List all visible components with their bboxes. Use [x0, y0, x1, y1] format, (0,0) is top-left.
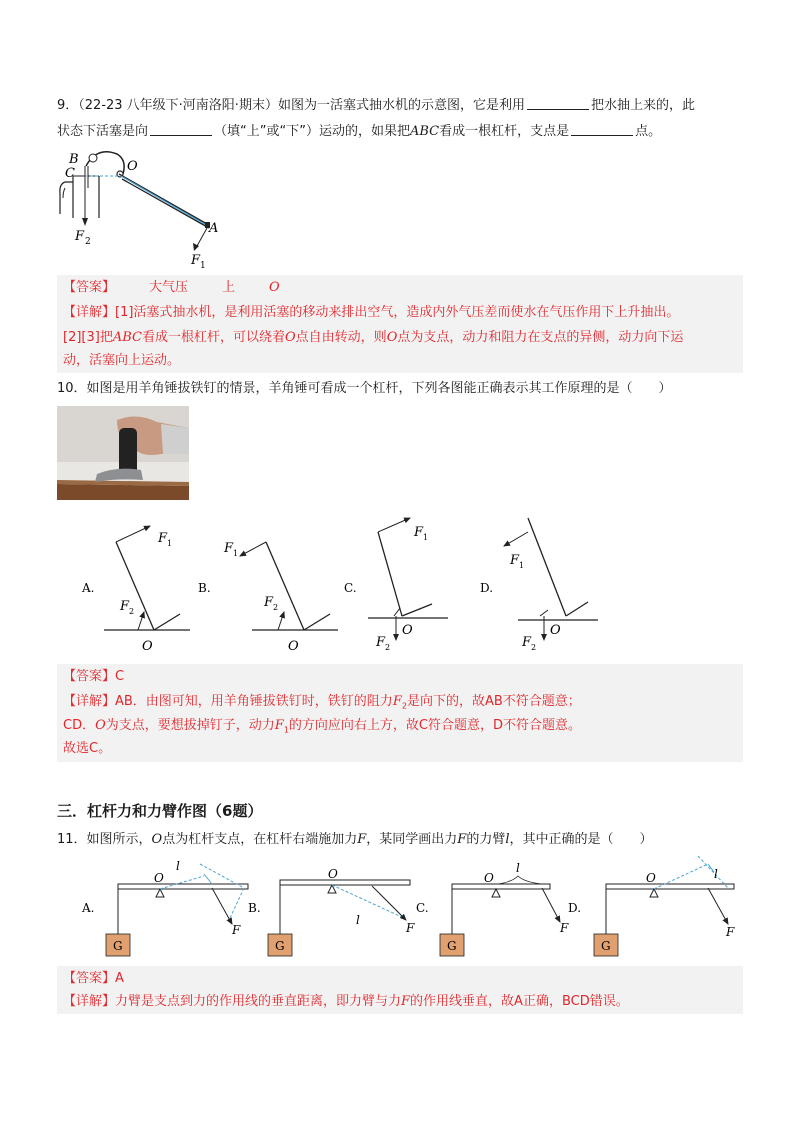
svg-text:l: l [176, 859, 180, 873]
svg-text:2: 2 [531, 643, 537, 652]
svg-text:F: F [510, 553, 520, 568]
svg-text:2: 2 [273, 603, 279, 612]
svg-text:O: O [142, 639, 153, 654]
q10-option-b[interactable] [198, 541, 338, 654]
q9-label-a: A [209, 221, 219, 236]
svg-text:D.: D. [568, 901, 582, 915]
svg-text:F: F [120, 599, 130, 614]
svg-text:G: G [113, 939, 123, 953]
svg-text:F: F [414, 525, 424, 540]
svg-text:G: G [601, 939, 611, 953]
svg-text:C.: C. [416, 901, 429, 915]
q11-answer-box [57, 966, 743, 1014]
svg-text:F: F [232, 923, 241, 937]
q10-detail-line3: 故选C。 [63, 741, 112, 756]
q9-stem-text: 状态下活塞是向 [57, 124, 149, 139]
q9-detail-line3: 动，活塞向上运动。 [63, 353, 181, 368]
q11-stem: 11．如图所示，O点为杠杆支点，在杠杆右端施加力F，某同学画出力F的力臂l，其中正确的是（ ） [57, 832, 653, 847]
svg-text:O: O [402, 623, 413, 638]
svg-text:F: F [376, 635, 386, 650]
q9-stem-text: 把水抽上来的，此 [590, 98, 695, 113]
svg-text:F: F [560, 921, 569, 935]
q10-hammer-photo [57, 406, 189, 500]
svg-text:A.: A. [82, 901, 95, 915]
q10-stem: 10．如图是用羊角锤拔铁钉的情景，羊角锤可看成一个杠杆，下列各图能正确表示其工作原理的是（ ） [57, 381, 672, 396]
q9-stem-line1 [57, 96, 695, 116]
svg-text:A.: A. [82, 581, 95, 595]
q10-options-diagram [72, 512, 752, 662]
svg-text:F: F [522, 635, 532, 650]
svg-text:O: O [484, 871, 494, 885]
q9-label-o: O [127, 159, 138, 174]
q11-option-b[interactable] [248, 867, 415, 956]
q10-answer: 【答案】C [63, 669, 125, 684]
q9-answer-3: O [269, 280, 280, 295]
q11-detail: 【详解】力臂是支点到力的作用线的垂直距离，即力臂与力F的作用线垂直，故A正确，BCD错误。 [63, 994, 629, 1009]
q9-stem-text: 9．（22-23 八年级下·河南洛阳·期末）如图为一活塞式抽水机的示意图，它是利用 [57, 98, 525, 113]
q9-detail-line1: 【详解】[1]活塞式抽水机，是利用活塞的移动来排出空气，造成内外气压差而使水在气压作用下上升抽出。 [63, 305, 680, 320]
q10-detail-line1: 【详解】AB．由图可知，用羊角锤拔铁钉时，铁钉的阻力$F_2$是向下的，故AB不符合题意； [63, 694, 581, 711]
svg-text:1: 1 [519, 561, 525, 570]
q9-answer-box [57, 275, 743, 373]
svg-text:F: F [726, 925, 735, 939]
q9-answer-2: 上 [222, 280, 236, 295]
svg-text:l: l [356, 913, 360, 927]
q11-options-diagram [72, 852, 752, 962]
svg-text:O: O [550, 623, 561, 638]
q9-stem-line2 [57, 122, 661, 142]
q9-answer-line [63, 278, 280, 298]
svg-text:1: 1 [167, 539, 173, 548]
q9-stem-text: （填“上”或“下”）运动的，如果把 [214, 124, 410, 139]
q9-answer-tag: 【答案】 [63, 280, 116, 295]
q9-label-f2-sub: 2 [85, 237, 91, 247]
section-3-title: 三．杠杆力和力臂作图（6题） [57, 802, 263, 820]
svg-text:l: l [714, 867, 718, 881]
q9-stem-text: 点。 [635, 124, 662, 139]
q10-option-a[interactable] [81, 526, 190, 654]
q9-label-c: C [65, 166, 75, 181]
svg-text:G: G [447, 939, 457, 953]
q10-detail-line2: CD．O为支点，要想拔掉钉子，动力$F_1$的方向应向右上方，故C符合题意，D不符合题意。 [63, 718, 581, 735]
q9-label-f1-sub: 1 [200, 261, 206, 271]
q9-blank-3[interactable] [571, 122, 633, 136]
q9-answer-1: 大气压 [149, 280, 189, 295]
svg-text:C.: C. [344, 581, 357, 595]
q9-abc-label: ABC [409, 124, 440, 139]
svg-text:1: 1 [233, 549, 239, 558]
q11-option-a[interactable] [81, 859, 248, 956]
q10-option-c[interactable] [344, 518, 448, 652]
q9-detail-line2: [2][3]把ABC看成一根杠杆，可以绕着O点自由转动，则O点为支点，动力和阻力在支点的异侧，动力向下运 [63, 330, 684, 345]
svg-text:2: 2 [385, 643, 391, 652]
svg-text:F: F [158, 531, 168, 546]
svg-text:G: G [275, 939, 285, 953]
svg-text:l: l [516, 861, 520, 875]
svg-text:2: 2 [129, 607, 135, 616]
svg-text:D.: D. [480, 581, 494, 595]
svg-text:1: 1 [423, 533, 429, 542]
q11-option-d[interactable] [568, 856, 735, 956]
svg-text:B.: B. [198, 581, 211, 595]
svg-text:O: O [154, 871, 164, 885]
q9-label-b: B [69, 152, 79, 167]
q10-option-d[interactable] [480, 518, 598, 652]
q11-option-c[interactable] [416, 861, 569, 956]
q9-blank-2[interactable] [150, 122, 212, 136]
q9-label-f2: F [75, 229, 85, 244]
q9-stem-text: 看成一根杠杆，支点是 [439, 124, 570, 139]
svg-text:F: F [264, 595, 274, 610]
svg-text:O: O [328, 867, 338, 881]
q10-answer-box [57, 664, 743, 762]
q9-blank-1[interactable] [527, 96, 589, 110]
svg-text:F: F [224, 541, 234, 556]
svg-text:O: O [288, 639, 299, 654]
q9-label-f1: F [191, 253, 201, 268]
q9-pump-diagram [57, 148, 227, 273]
svg-text:F: F [406, 921, 415, 935]
q11-answer: 【答案】A [63, 971, 124, 986]
svg-text:O: O [646, 871, 656, 885]
svg-text:B.: B. [248, 901, 261, 915]
